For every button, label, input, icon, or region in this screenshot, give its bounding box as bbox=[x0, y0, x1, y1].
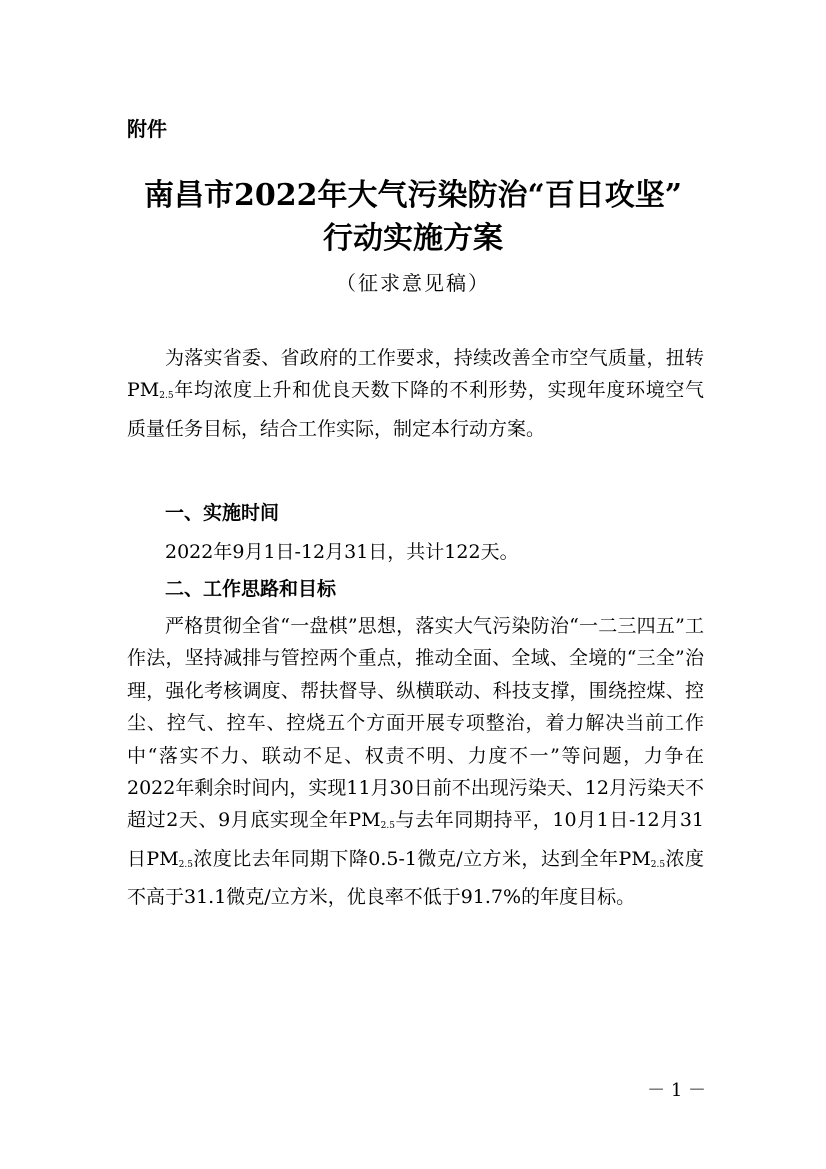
pm-subscript: 2.5 bbox=[159, 391, 174, 402]
goals-text-3: 浓度比去年同期下降0.5-1微克/立方米，达到全年PM bbox=[193, 847, 651, 870]
intro-text-2: 年均浓度上升和优良天数下降的不利形势，实现年度环境空气质量任务目标，结合工作实际，制定本行动方案。 bbox=[127, 379, 704, 440]
goals-text-1: 严格贯彻全省“一盘棋”思想，落实大气污染防治“一二三四五”工作法，坚持减排与管控两个重点，推动全面、全域、全境的“三全”治理，强化考核调度、帮扶督导、纵横联动、科技支撑，围绕控煤、控尘、控气、控车、控烧五个方面开展专项整治，着力解决当前工作中“落实不力、联动不足、权责不明、力度不一”等问题，力争在2022年剩余时间内，实现11月30日前不出现污染天、12月污染天不超过2天、9月底实现全年PM bbox=[127, 615, 704, 832]
goals-text-4: 浓度不高于31.1微克/立方米，优良率不低于91.7%的年度目标。 bbox=[127, 847, 704, 909]
goals-text-2: 与去年同期持平，10月1日-12月31日PM bbox=[127, 809, 704, 870]
document-title-line1: 南昌市2022年大气污染防治“百日攻坚” bbox=[143, 178, 682, 213]
goals-paragraph bbox=[127, 610, 704, 914]
intro-text-1: 为落实省委、省政府的工作要求，持续改善全市空气质量，扭转PM bbox=[127, 347, 704, 402]
pm-subscript: 2.5 bbox=[380, 821, 395, 832]
pm-subscript: 2.5 bbox=[650, 859, 666, 870]
pm-subscript: 2.5 bbox=[178, 859, 193, 870]
page-number: － 1 － bbox=[647, 1080, 706, 1101]
annex-label: 附件 bbox=[127, 117, 167, 141]
document-title-line2: 行动实施方案 bbox=[323, 221, 503, 256]
document-subtitle: （征求意见稿） bbox=[336, 271, 490, 295]
intro-paragraph bbox=[127, 342, 704, 445]
section-heading-2: 二、工作思路和目标 bbox=[165, 578, 337, 600]
implementation-period: 2022年9月1日-12月31日，共计122天。 bbox=[165, 541, 519, 563]
section-heading-1: 一、实施时间 bbox=[165, 502, 280, 524]
